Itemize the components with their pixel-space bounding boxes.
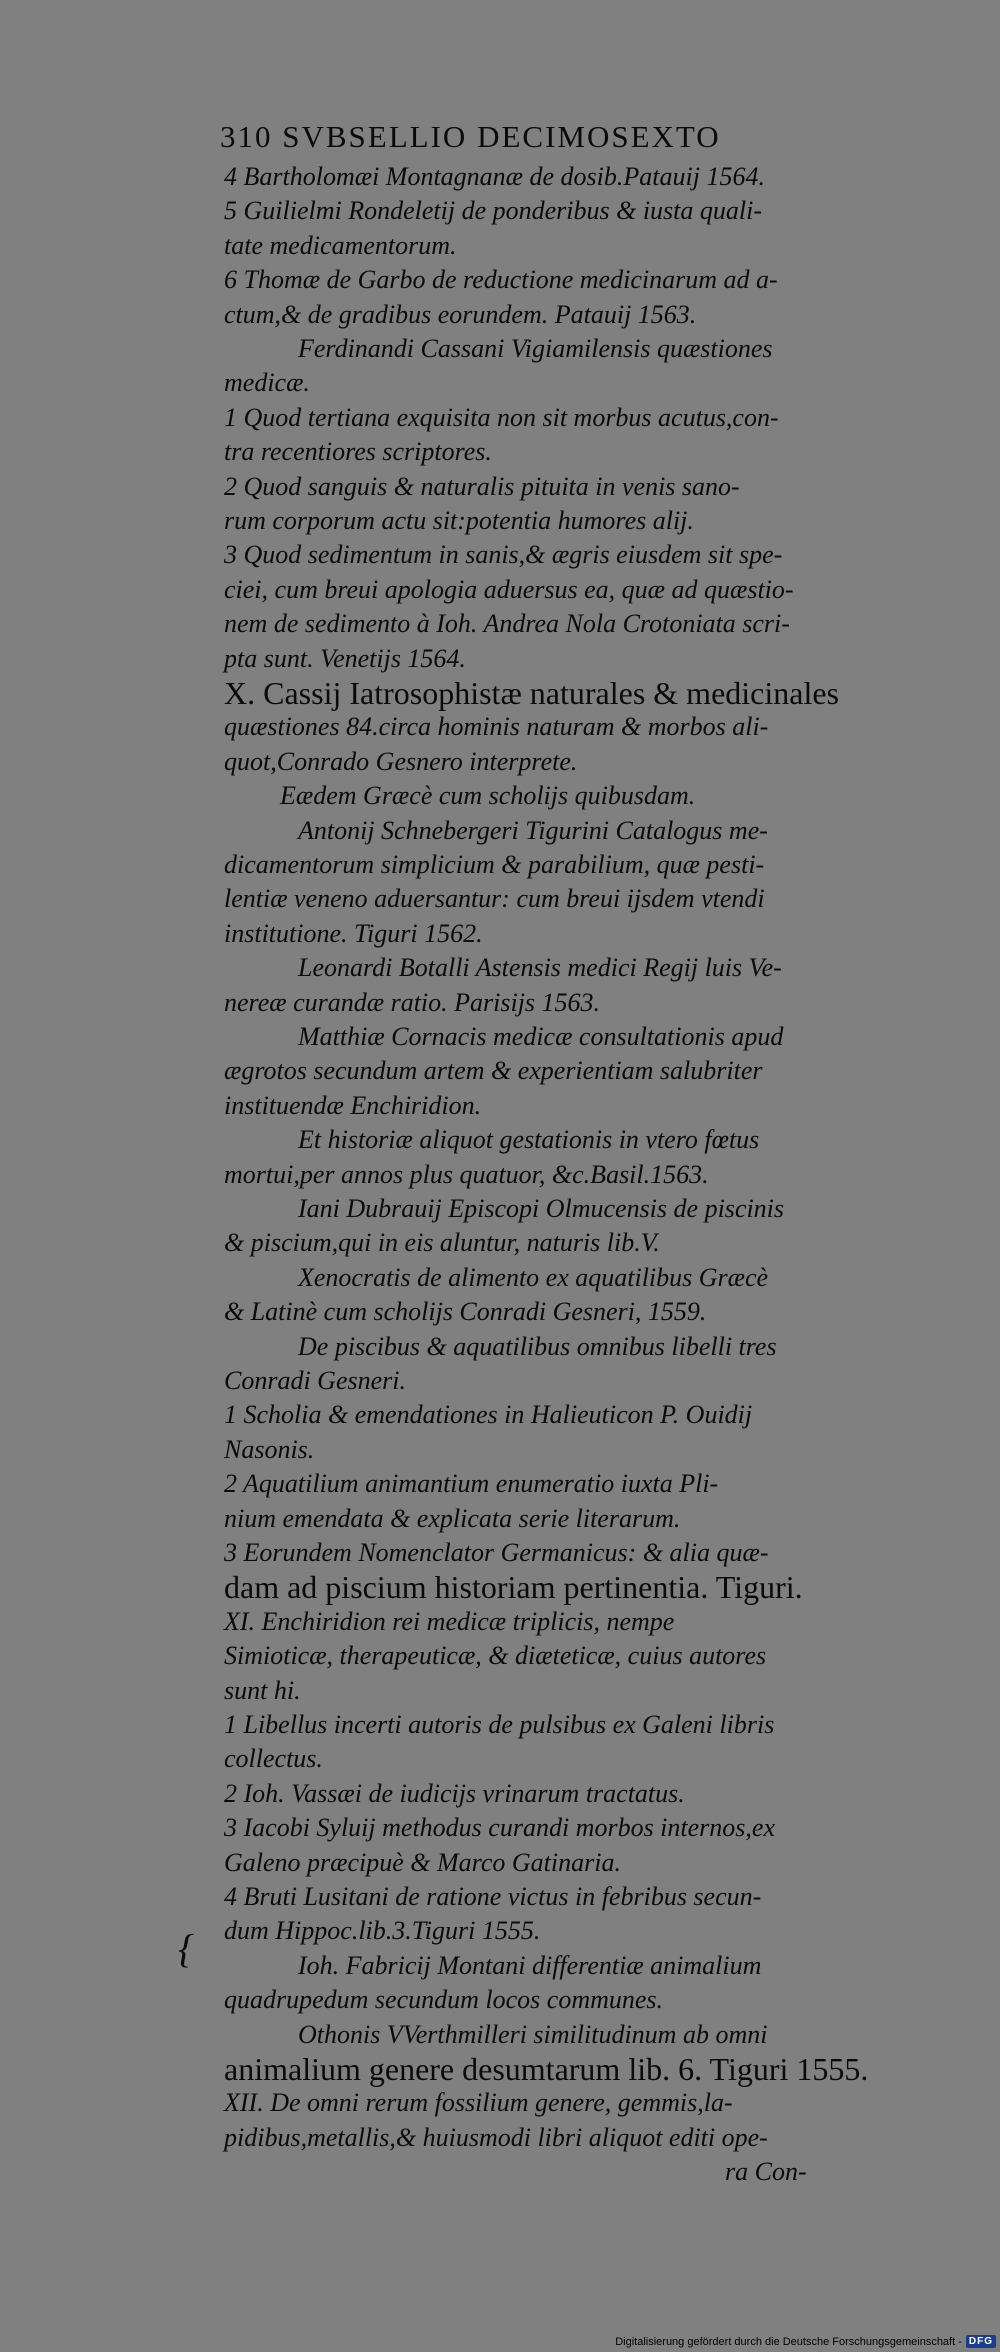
text-line: 4 Bartholomæi Montagnanæ de dosib.Patauij 1564. — [224, 162, 765, 191]
text-line: XI. Enchiridion rei medicæ triplicis, nempe — [224, 1606, 675, 1636]
text-line: 1 Libellus incerti autoris de pulsibus ex Galeni libris — [224, 1710, 775, 1739]
text-line: & piscium,qui in eis aluntur, naturis lib.V. — [224, 1228, 660, 1258]
text-line: X. Cassij Iatrosophistæ naturales & medicinales — [224, 675, 839, 711]
text-line: ra Con- — [725, 2157, 807, 2187]
margin-annotation: { — [178, 1926, 194, 1971]
text-line: Ioh. Fabricij Montani differentiæ animalium — [298, 1950, 762, 1980]
text-line: Iani Dubrauij Episcopi Olmucensis de piscinis — [298, 1194, 785, 1223]
text-line: rum corporum actu sit:potentia humores alij. — [224, 506, 694, 535]
text-line: Nasonis. — [224, 1434, 315, 1464]
text-line: animalium genere desumtarum lib. 6. Tiguri 1555. — [224, 2051, 869, 2087]
text-line: institutione. Tiguri 1562. — [224, 918, 483, 948]
text-line: quæstiones 84.circa hominis naturam & morbos ali- — [224, 712, 769, 742]
text-line: Simioticæ, therapeuticæ, & diæteticæ, cuius autores — [224, 1641, 767, 1671]
dfg-logo: DFG — [966, 2335, 996, 2348]
text-line: dum Hippoc.lib.3.Tiguri 1555. — [224, 1916, 541, 1946]
text-line: tate medicamentorum. — [224, 230, 457, 260]
text-line: Xenocratis de alimento ex aquatilibus Græcè — [298, 1262, 769, 1292]
text-line: quadrupedum secundum locos communes. — [224, 1985, 664, 2015]
text-line: medicæ. — [224, 368, 310, 398]
text-line: Matthiæ Cornacis medicæ consultationis apud — [298, 1022, 784, 1051]
text-line: 3 Quod sedimentum in sanis,& ægris eiusdem sit spe- — [224, 540, 783, 570]
book-page — [220, 119, 869, 2200]
text-line: Galeno præcipuè & Marco Gatinaria. — [224, 1847, 621, 1877]
running-header: 310 SVBSELLIO DECIMOSEXTO — [220, 119, 721, 154]
text-line: Conradi Gesneri. — [224, 1366, 406, 1395]
text-line: sunt hi. — [224, 1675, 301, 1705]
text-line: ctum,& de gradibus eorundem. Patauij 1563. — [224, 299, 697, 329]
text-line: De piscibus & aquatilibus omnibus libelli tres — [298, 1331, 777, 1361]
text-line: 3 Iacobi Syluij methodus curandi morbos internos,ex — [224, 1813, 775, 1843]
text-line: mortui,per annos plus quatuor, &c.Basil.1563. — [224, 1159, 709, 1189]
text-line: Antonij Schnebergeri Tigurini Catalogus me- — [298, 815, 768, 845]
text-line: 1 Scholia & emendationes in Halieuticon P. Ouidij — [224, 1400, 753, 1430]
text-line: Leonardi Botalli Astensis medici Regij luis Ve- — [298, 953, 782, 983]
text-line: quot,Conrado Gesnero interprete. — [224, 746, 578, 776]
text-line: & Latinè cum scholijs Conradi Gesneri, 1559. — [224, 1297, 707, 1327]
text-line: nereæ curandæ ratio. Parisijs 1563. — [224, 987, 601, 1017]
text-line: nium emendata & explicata serie literarum. — [224, 1503, 681, 1533]
digitization-credit — [615, 2335, 996, 2348]
text-line: 3 Eorundem Nomenclator Germanicus: & alia quæ- — [224, 1538, 769, 1567]
text-line: 6 Thomæ de Garbo de reductione medicinarum ad a- — [224, 265, 778, 295]
text-line: nem de sedimento à Ioh. Andrea Nola Crotoniata scri- — [224, 609, 790, 639]
text-line: dam ad piscium historiam pertinentia. Tiguri. — [224, 1569, 803, 1606]
text-line: ægrotos secundum artem & experientiam salubriter — [224, 1056, 763, 1086]
text-line: Et historiæ aliquot gestationis in vtero fœtus — [298, 1125, 760, 1155]
text-line: dicamentorum simplicium & parabilium, quæ pesti- — [224, 850, 765, 879]
text-line: collectus. — [224, 1744, 323, 1774]
text-line: Eædem Græcè cum scholijs quibusdam. — [280, 781, 696, 811]
text-line: 5 Guilielmi Rondeletij de ponderibus & iusta quali- — [224, 196, 763, 226]
text-line: lentiæ veneno aduersantur: cum breui ijsdem vtendi — [224, 884, 765, 914]
text-line: 2 Ioh. Vassæi de iudicijs vrinarum tractatus. — [224, 1778, 685, 1808]
text-line: 2 Aquatilium animantium enumeratio iuxta Pli- — [224, 1469, 719, 1499]
text-line: pta sunt. Venetijs 1564. — [224, 643, 466, 673]
text-line: 2 Quod sanguis & naturalis pituita in venis sano- — [224, 471, 740, 501]
text-line: Othonis VVerthmilleri similitudinum ab omni — [298, 2019, 768, 2049]
text-line: instituendæ Enchiridion. — [224, 1090, 482, 1120]
text-line: Ferdinandi Cassani Vigiamilensis quæstiones — [298, 334, 773, 363]
credit-text: Digitalisierung gefördert durch die Deutsche Forschungsgemeinschaft - — [615, 2335, 962, 2348]
text-line: pidibus,metallis,& huiusmodi libri aliquot editi ope- — [224, 2122, 768, 2152]
text-line: 4 Bruti Lusitani de ratione victus in febribus secun- — [224, 1882, 762, 1911]
text-line: tra recentiores scriptores. — [224, 437, 492, 467]
text-line: 1 Quod tertiana exquisita non sit morbus acutus,con- — [224, 402, 779, 432]
text-line: XII. De omni rerum fossilium genere, gemmis,la- — [224, 2088, 733, 2118]
text-line: ciei, cum breui apologia aduersus ea, quæ ad quæstio- — [224, 574, 794, 604]
